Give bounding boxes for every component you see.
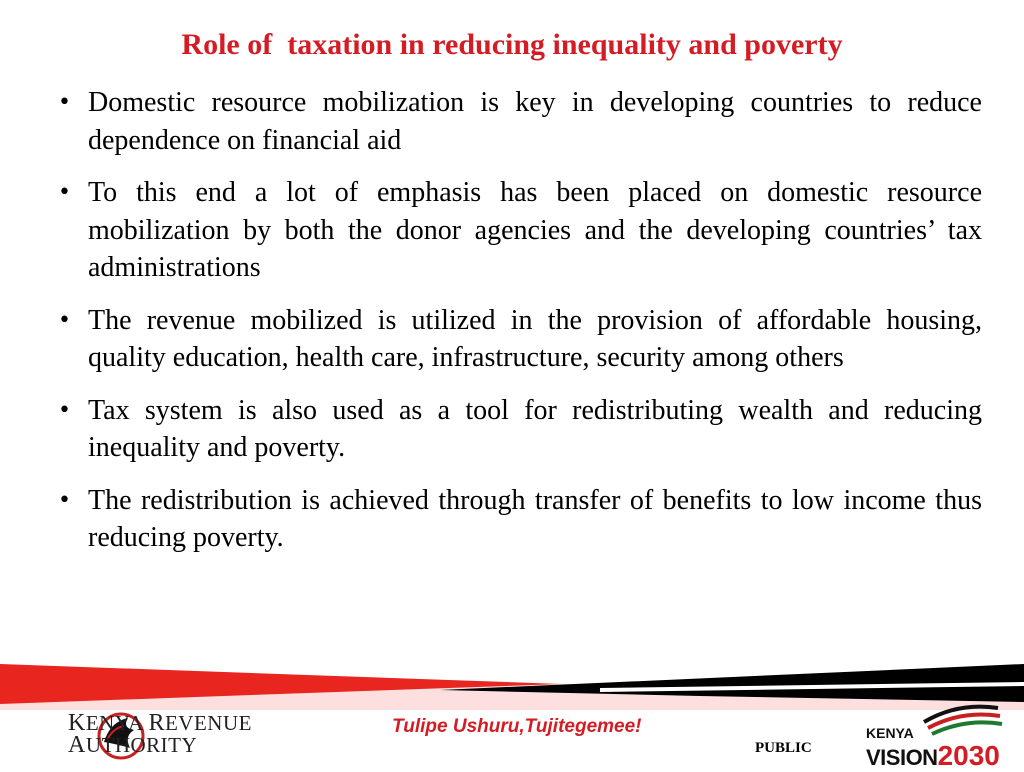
bullet-icon: • bbox=[58, 307, 71, 333]
vision2030-wordmark: KENYA VISION2030 bbox=[866, 725, 1000, 771]
bullet-icon: • bbox=[58, 180, 71, 205]
bullet-icon: • bbox=[58, 487, 71, 513]
kra-slogan: Tulipe Ushuru,Tujitegemee! bbox=[392, 716, 642, 737]
bullet-icon: • bbox=[58, 90, 71, 115]
bullet-item: • The revenue mobilized is utilized in the provision of affordable housing, quality education, health care, infrastructure, security among others bbox=[58, 302, 982, 377]
classification-label: PUBLIC bbox=[755, 740, 812, 756]
bullet-item: • To this end a lot of emphasis has been placed on domestic resource mobilization by both the donor agencies and the developing countries’ tax administrations bbox=[58, 174, 982, 287]
bullet-item: • Domestic resource mobilization is key in developing countries to reduce dependence on financial aid bbox=[58, 84, 982, 159]
slide-title: Role of taxation in reducing inequality and poverty bbox=[181, 28, 843, 61]
bullet-list bbox=[58, 84, 982, 572]
kra-wordmark: KENYA REVENUE AUTHORITY bbox=[68, 710, 252, 758]
bullet-icon: • bbox=[58, 397, 71, 423]
bullet-item: • Tax system is also used as a tool for redistributing wealth and reducing inequality and poverty. bbox=[58, 392, 982, 467]
bullet-item: • The redistribution is achieved through transfer of benefits to low income thus reducing poverty. bbox=[58, 482, 982, 557]
